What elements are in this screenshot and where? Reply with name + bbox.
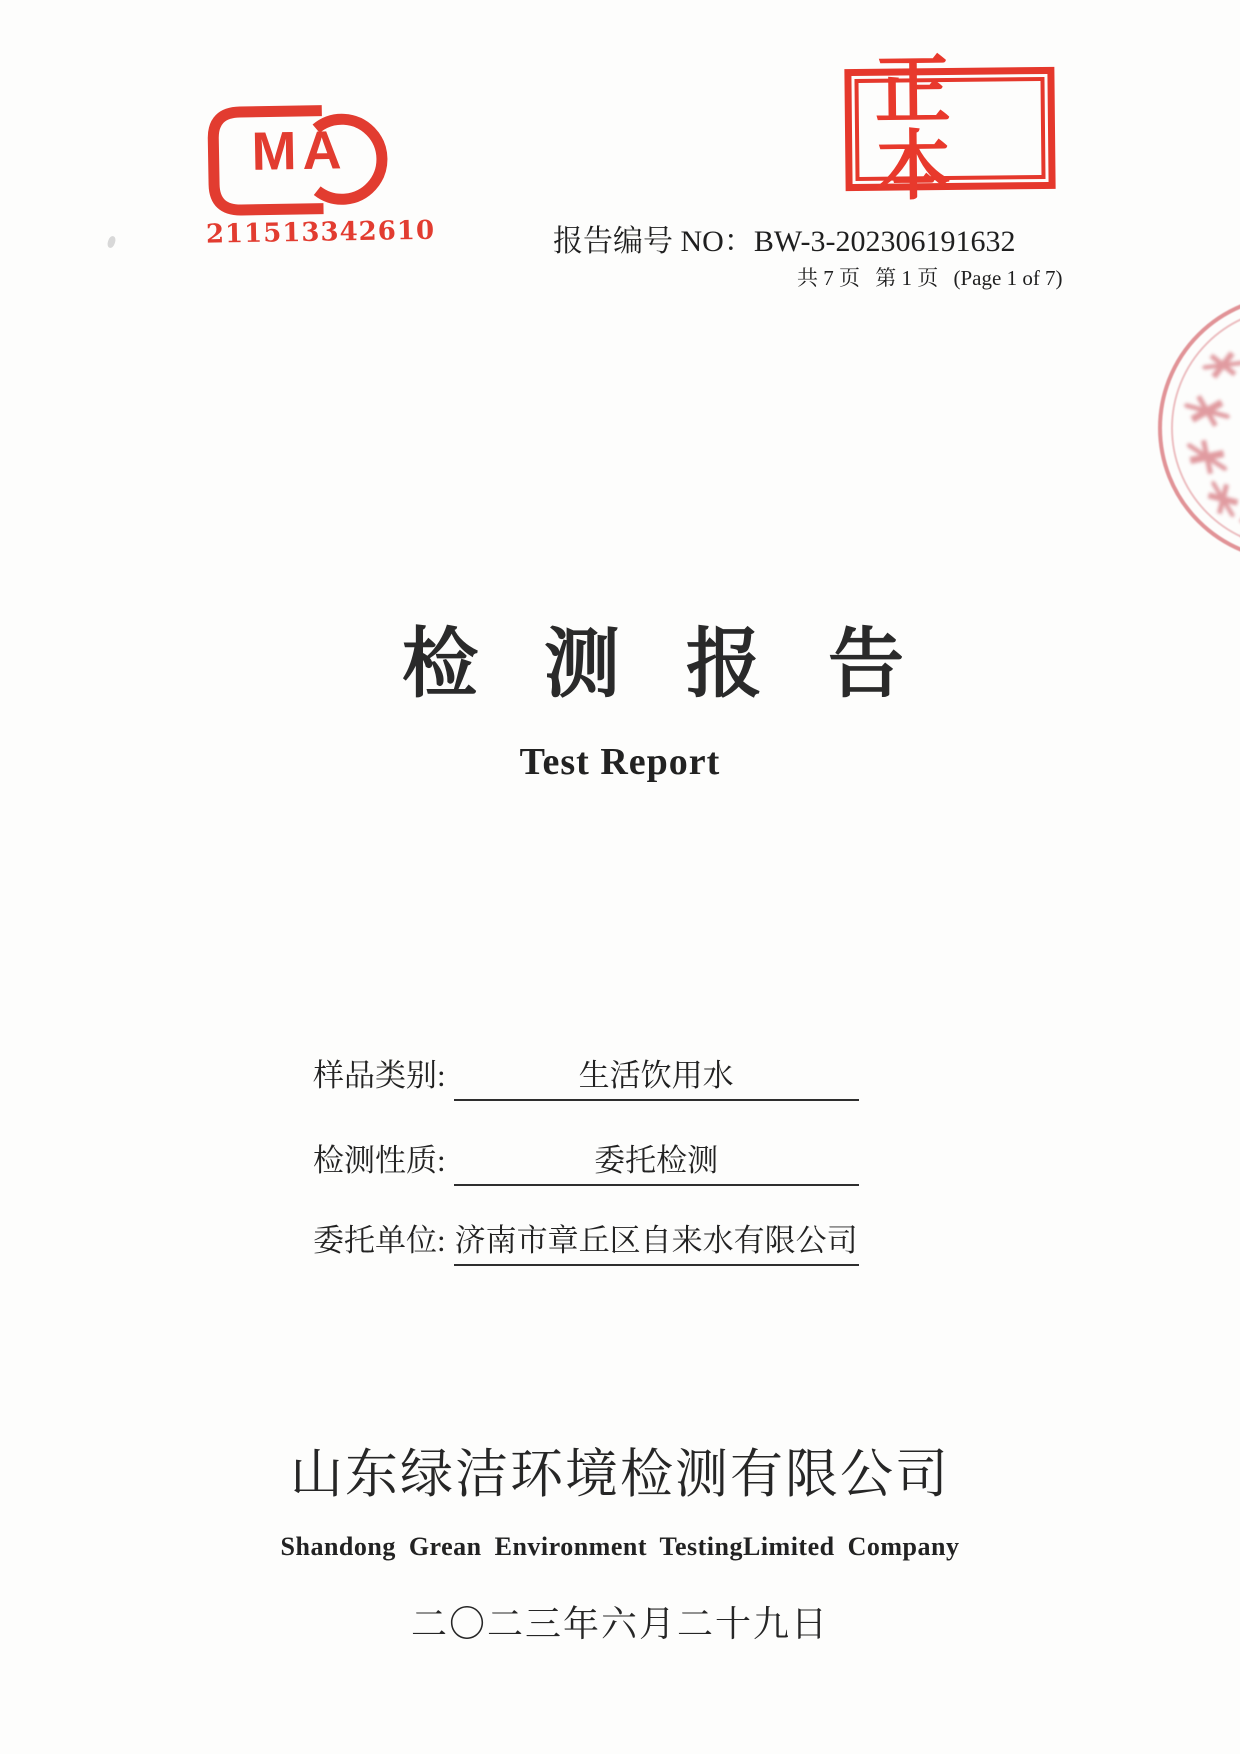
page-current-cn: 第 1 页 <box>875 266 939 290</box>
page-count-line <box>797 262 1063 292</box>
field-label: 检测性质: <box>313 1143 446 1178</box>
cma-letters: MA <box>250 120 349 182</box>
cma-certificate-number: 211513342610 <box>205 215 436 250</box>
report-date: 二〇二三年六月二十九日 <box>410 1604 829 1644</box>
seal-glyph-smudge <box>1202 344 1240 386</box>
company-name-en: Shandong Grean Environment TestingLimited Company <box>280 1532 960 1561</box>
field-value-underlined: 生活饮用水 <box>454 1050 859 1101</box>
report-number-value: BW-3-202306191632 <box>753 225 1016 258</box>
seal-glyph-smudge <box>1184 388 1230 434</box>
seal-glyph-smudge <box>1205 481 1240 517</box>
original-copy-stamp-inner-border <box>854 48 1045 210</box>
cma-accreditation-stamp <box>204 102 436 255</box>
field-label: 委托单位: <box>313 1223 446 1258</box>
company-seal-partial <box>1158 294 1240 562</box>
scan-artifact <box>106 235 116 249</box>
pages-total-cn: 共 7 页 <box>797 266 860 290</box>
field-sample-category <box>313 1050 859 1101</box>
page-title-en: Test Report <box>519 741 721 783</box>
report-number-line <box>553 216 1016 260</box>
page-title-cn: 检测报告 <box>402 623 970 707</box>
field-label: 样品类别: <box>313 1058 446 1093</box>
original-copy-stamp-text: 正本 <box>874 48 968 210</box>
field-value-underlined: 委托检测 <box>454 1135 859 1186</box>
field-value-underlined: 济南市章丘区自来水有限公司 <box>454 1215 859 1266</box>
page-count-en: (Page 1 of 7) <box>953 266 1063 290</box>
original-copy-stamp <box>844 48 1055 210</box>
field-test-nature <box>313 1135 859 1186</box>
report-number-label: 报告编号 NO： <box>553 225 754 258</box>
field-client-unit <box>313 1215 859 1266</box>
company-name-cn: 山东绿洁环境检测有限公司 <box>290 1446 950 1504</box>
seal-glyph-smudge <box>1187 437 1227 477</box>
